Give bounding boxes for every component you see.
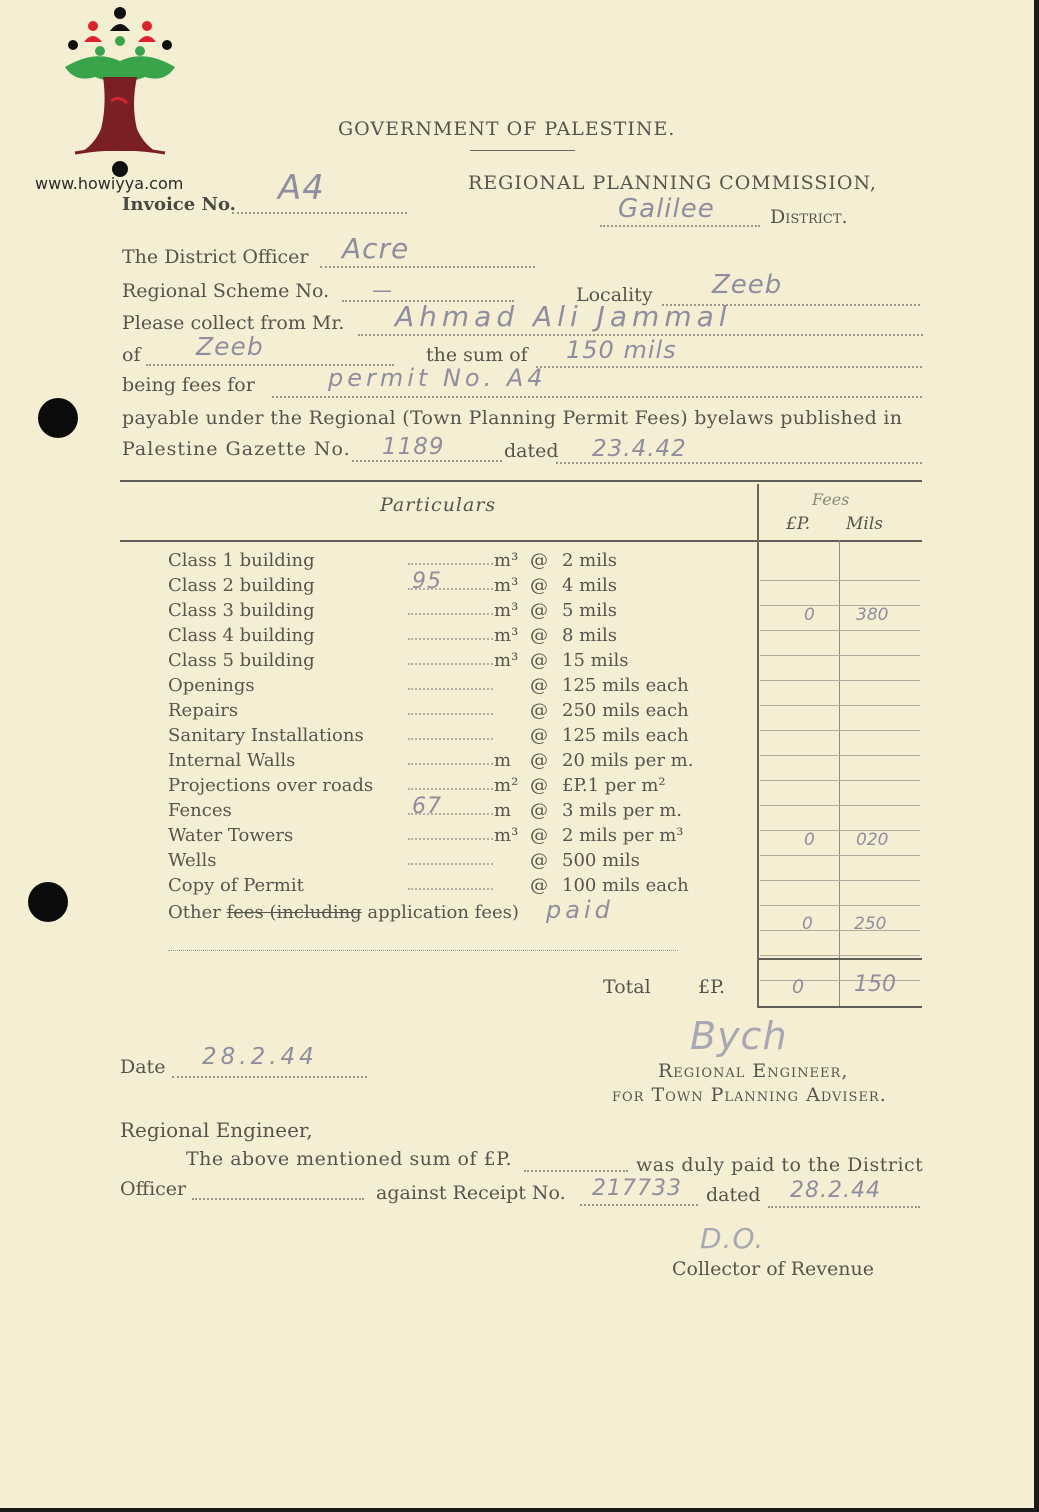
row-rate: 2 mils per m³ [562, 825, 684, 846]
row-rate: 100 mils each [562, 875, 689, 896]
row-quantity: 67 [412, 794, 442, 819]
row-name: Projections over roads [168, 775, 374, 796]
fees-for-dots [272, 396, 922, 398]
dated-value: 23.4.42 [592, 436, 687, 462]
row-name: Copy of Permit [168, 875, 304, 896]
fee-cell-rule [760, 805, 920, 806]
sum-dots [536, 366, 922, 368]
paid-amount-dots [524, 1170, 628, 1172]
fee-cell-rule [760, 880, 920, 881]
row-leader-dots [408, 788, 493, 790]
binder-hole-bottom [28, 882, 68, 922]
row-rate: 500 mils [562, 850, 640, 871]
fee-cell-rule [760, 705, 920, 706]
table-divider-lp-mils [839, 540, 840, 1008]
particulars-header: Particulars [380, 494, 497, 516]
district-value: Galilee [618, 194, 715, 224]
addressee-label: Regional Engineer, [120, 1118, 313, 1142]
engineer-signature: Bych [690, 1014, 788, 1058]
engineer-subtitle: for Town Planning Adviser. [612, 1084, 887, 1106]
howiyya-logo [55, 5, 185, 177]
row-unit: m [494, 800, 512, 821]
of-value: Zeeb [196, 332, 264, 361]
row-leader-dots [408, 638, 493, 640]
table-header-rule [120, 540, 922, 542]
row-name: Sanitary Installations [168, 725, 364, 746]
receipt-label: against Receipt No. [376, 1182, 566, 1204]
row-rate: 2 mils [562, 550, 617, 571]
logo-site-text: www.howiyya.com [35, 174, 184, 193]
invoice-dots [232, 212, 407, 214]
row-leader-dots [408, 688, 493, 690]
row-at-sign: @ [530, 550, 548, 571]
other-fees-lp: 0 [802, 914, 813, 934]
table-total-top-rule [758, 958, 922, 960]
locality-label: Locality [576, 284, 653, 306]
fee-cell-rule [760, 930, 920, 931]
row-at-sign: @ [530, 750, 548, 771]
total-lp: 0 [792, 976, 805, 998]
engineer-title: Regional Engineer, [658, 1060, 849, 1082]
commission-title: REGIONAL PLANNING COMMISSION, [468, 172, 877, 194]
total-mils: 150 [854, 972, 896, 997]
of-label: of [122, 344, 141, 366]
gazette-label: Palestine Gazette No. [122, 438, 351, 460]
other-fees-dots [168, 950, 678, 951]
row-leader-dots [408, 613, 493, 615]
gazette-dots [352, 460, 502, 462]
row-name: Class 1 building [168, 550, 315, 571]
row-fee-mils: 380 [856, 605, 889, 625]
fee-cell-rule [760, 955, 920, 956]
row-name: Internal Walls [168, 750, 296, 771]
row-rate: 5 mils [562, 600, 617, 621]
receipt-date: 28.2.44 [790, 1178, 881, 1203]
collector-title: Collector of Revenue [672, 1258, 874, 1280]
title-rule [470, 150, 575, 151]
row-fee-lp: 0 [804, 830, 815, 850]
receipt-number: 217733 [592, 1176, 682, 1201]
payable-text: payable under the Regional (Town Planning Permit Fees) byelaws published in [122, 407, 903, 429]
row-at-sign: @ [530, 725, 548, 746]
table-top-rule [120, 480, 922, 482]
row-at-sign: @ [530, 875, 548, 896]
row-name: Class 5 building [168, 650, 315, 671]
district-label: District. [770, 206, 848, 228]
row-rate: 15 mils [562, 650, 629, 671]
dated-label: dated [504, 440, 559, 462]
row-at-sign: @ [530, 675, 548, 696]
fee-cell-rule [760, 605, 920, 606]
district-dots [600, 225, 760, 227]
scheme-label: Regional Scheme No. [122, 280, 330, 302]
other-fees-suffix: application fees) [361, 902, 519, 923]
fee-cell-rule [760, 655, 920, 656]
row-leader-dots [408, 863, 493, 865]
row-leader-dots [408, 838, 493, 840]
row-unit: m³ [494, 650, 519, 671]
other-fees-line [168, 902, 519, 923]
lp-header: £P. [786, 514, 811, 534]
other-fees-struck: fees (including [226, 902, 362, 923]
fee-cell-rule [760, 855, 920, 856]
fee-cell-rule [760, 580, 920, 581]
date-dots [172, 1076, 367, 1078]
row-unit: m³ [494, 575, 519, 596]
gazette-number: 1189 [382, 434, 445, 460]
fee-cell-rule [760, 830, 920, 831]
row-quantity: 95 [412, 569, 442, 594]
row-at-sign: @ [530, 625, 548, 646]
other-fees-mils: 250 [854, 914, 887, 934]
total-unit: £P. [698, 976, 726, 998]
date-label: Date [120, 1056, 166, 1078]
paid-text-2: was duly paid to the District [636, 1154, 924, 1176]
officer-label: Officer [120, 1178, 187, 1200]
row-at-sign: @ [530, 600, 548, 621]
row-rate: £P.1 per m² [562, 775, 666, 796]
district-officer-label: The District Officer [122, 246, 309, 268]
row-unit: m³ [494, 625, 519, 646]
row-name: Class 2 building [168, 575, 315, 596]
fees-for-label: being fees for [122, 374, 255, 396]
row-at-sign: @ [530, 800, 548, 821]
fee-cell-rule [760, 755, 920, 756]
row-name: Water Towers [168, 825, 294, 846]
officer-dots [192, 1198, 364, 1200]
row-at-sign: @ [530, 825, 548, 846]
table-divider-particulars [757, 484, 759, 1008]
row-rate: 20 mils per m. [562, 750, 694, 771]
row-leader-dots [408, 738, 493, 740]
locality-value: Zeeb [712, 270, 783, 300]
scheme-value: — [372, 278, 393, 302]
row-rate: 250 mils each [562, 700, 689, 721]
row-unit: m³ [494, 600, 519, 621]
fee-cell-rule [760, 780, 920, 781]
total-label: Total [603, 976, 651, 998]
row-unit: m³ [494, 825, 519, 846]
row-name: Class 4 building [168, 625, 315, 646]
collect-from-value: Ahmad Ali Jammal [395, 300, 732, 333]
row-rate: 125 mils each [562, 725, 689, 746]
date-value: 28.2.44 [202, 1044, 318, 1070]
row-at-sign: @ [530, 850, 548, 871]
receipt-dots [580, 1204, 698, 1206]
row-unit: m² [494, 775, 519, 796]
dated-dots [556, 462, 922, 464]
row-at-sign: @ [530, 650, 548, 671]
row-rate: 125 mils each [562, 675, 689, 696]
collector-initials: D.O. [700, 1222, 765, 1255]
district-officer-dots [320, 266, 535, 268]
fee-cell-rule [760, 905, 920, 906]
sum-label: the sum of [426, 344, 528, 366]
row-leader-dots [408, 713, 493, 715]
people-icon [68, 7, 172, 56]
fee-cell-rule [760, 980, 920, 981]
receipt-dated-label: dated [706, 1184, 761, 1206]
fees-header: Fees [812, 490, 850, 509]
invoice-number: A4 [278, 168, 325, 208]
row-leader-dots [408, 563, 493, 565]
row-rate: 4 mils [562, 575, 617, 596]
table-bottom-rule [758, 1006, 922, 1008]
row-at-sign: @ [530, 775, 548, 796]
row-fee-lp: 0 [804, 605, 815, 625]
fee-cell-rule [760, 730, 920, 731]
receipt-date-dots [768, 1206, 920, 1208]
mils-header: Mils [846, 514, 884, 534]
row-unit: m³ [494, 550, 519, 571]
row-at-sign: @ [530, 700, 548, 721]
row-rate: 3 mils per m. [562, 800, 683, 821]
district-officer-value: Acre [342, 232, 410, 265]
fees-for-value: permit No. A4 [328, 364, 547, 392]
fee-cell-rule [760, 630, 920, 631]
other-fees-prefix: Other [168, 902, 227, 923]
other-fees-value: paid [546, 896, 614, 924]
row-leader-dots [408, 763, 493, 765]
row-leader-dots [408, 663, 493, 665]
government-title: GOVERNMENT OF PALESTINE. [338, 118, 676, 140]
sum-value: 150 mils [566, 336, 677, 364]
row-fee-mils: 020 [856, 830, 889, 850]
row-leader-dots [408, 888, 493, 890]
row-name: Wells [168, 850, 217, 871]
row-unit: m [494, 750, 512, 771]
tree-logo-icon [55, 5, 185, 177]
row-name: Openings [168, 675, 255, 696]
invoice-label: Invoice No. [122, 194, 236, 215]
collect-from-label: Please collect from Mr. [122, 312, 345, 334]
fee-cell-rule [760, 680, 920, 681]
row-name: Class 3 building [168, 600, 315, 621]
paid-text-1: The above mentioned sum of £P. [186, 1148, 513, 1170]
row-rate: 8 mils [562, 625, 617, 646]
row-name: Repairs [168, 700, 239, 721]
row-at-sign: @ [530, 575, 548, 596]
binder-hole-top [38, 398, 78, 438]
row-name: Fences [168, 800, 232, 821]
